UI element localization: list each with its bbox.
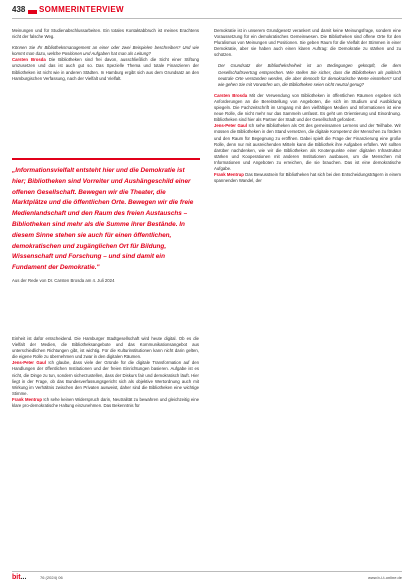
quote-rule xyxy=(12,158,200,160)
interview-answer: Carsten Brosda Mit der Verwendung von Bibliotheken in öffentlichen Räumen ergeben sich Anforderungen an die Bereitstellung von Angeboten, die sich im Studium und Ausbildung spiegeln. Die Fachzeitschrift im Umgang mit den vielfältigen Medien und Informationen ist eine neue Rolle, die nicht mehr nur das Sammeln umfasst. Es geht um Orientierung und Einordnung. Bibliotheken sind hier als Partner der Stadt und der Gesellschaft gefordert. xyxy=(214,92,402,123)
interview-question: Können Sie Ihr Bibliotheksmanagement an einer oder zwei Beispielen beschreiben? Und wie kommt man dazu, welche Positionen und Aufgaben hat man als Leitung? xyxy=(12,45,199,57)
interview-answer: Frank Mentrup Ich sehe keinen Widerspruch darin, Neutralität zu bewahren und gleichzeitig eine klare pro-demokratische Haltung einzunehmen. Das Bekenntnis für xyxy=(12,396,199,409)
paragraph: Einheit ist dafür entscheidend. Die Hamburger Stadtgesellschaft wird heute digital. Ob es die Vielfalt der Medien, die Bibliotheksangebote und das Kommunikationsangebot aus unterschiedlichen Richtungen gibt, ist wichtig. Für die Kulturinstitutionen kann nicht darin gelten, die eigene Rolle zu übernehmen und zwar in den digitalen Räumen. xyxy=(12,336,199,360)
speaker-name: Carsten Brosda xyxy=(12,57,46,63)
paragraph: Demokratie ist in unserem Grundgesetz verankert und damit keine Meinungsfrage, sondern eine Voraussetzung für ein demokratisches Gemeinwesen. Die Bibliotheken sind offene Orte für den Pluralismus von Meinungen und Positionen. Sie geben Raum für die Vielfalt der Stimmen in einer Demokratie, aber sie haben auch einen klaren Auftrag: die Demokratie zu stärken und zu schützen. xyxy=(214,28,401,58)
speaker-name: Frank Mentrup xyxy=(12,396,42,402)
section-title: SOMMERINTERVIEW xyxy=(39,5,124,14)
page-footer xyxy=(12,571,402,583)
paragraph: Meinungen und für Studienabschlussarbeiten. Ein totales Kontaktabbruch ist meines Erachtens nicht der falsche Weg. xyxy=(12,28,199,40)
page-header xyxy=(12,0,402,26)
speaker-name: Jens-Peter Gaul xyxy=(12,360,46,366)
interview-answer: Jens-Peter Gaul Ich sehe Bibliotheken als Ort des gemeinsamen Lernens und der Teilhabe. Wir müssen die Bibliotheken in den Stand versetzen, die digitale Kompetenz der Menschen zu fördern und den Raum für Begegnung zu eröffnen. Dabei spielt die Frage der Finanzierung eine große Rolle, denn nur mit ausreichenden Mitteln kann die Bibliothek ihre Aufgaben erfüllen. Wir sollten darüber nachdenken, wie wir die Bibliotheken als Knotenpunkte einer digitalen Infrastruktur stärken und Kooperationen mit anderen Institutionen ausbauen, um die Menschen mit Informationen und Angeboten zu erreichen, die sie brauchen. Das ist eine demokratische Aufgabe. xyxy=(214,123,401,171)
quote-text: „Informationsvielfalt entsteht hier und die Demokratie ist hier; Bibliotheken sind Vorreiter und Aushängeschild einer offenen Gesellschaft. Bewegen wir die Theater, die Marktplätze und die öffentlichen Orte. Bewegen wir die freie Medienlandschaft und den Raum des freien Austauschs – Bibliotheken sind mehr als die Summe ihrer Bestände. In diesem Sinne stehen sie auch für einen öffentlichen, demokratischen und zugänglichen Ort für Bildung, Wissenschaft und Forschung – und sind damit ein Fundament der Demokratie." xyxy=(12,167,194,272)
interview-question: Der Grundsatz der Bibliotheksfreiheit ist an Bedingungen geknüpft, die dem Gesellschaftsvertrag entsprechen. Wie stellen Sie sicher, dass die Bibliotheken als politisch neutrale Orte verstanden werden, die aber dennoch für demokratische Werte einstehen? Und wie gehen Sie mit Vorwürfen um, die Bibliotheken seien nicht neutral genug? xyxy=(218,63,401,87)
left-column-top xyxy=(12,28,199,82)
speaker-name: Carsten Brosda xyxy=(214,92,248,98)
journal-url: www.b-i-t-online.de xyxy=(367,575,402,580)
left-column-bottom xyxy=(12,336,199,409)
interview-answer: Carsten Brosda Die Bibliotheken sind frei davon, ausschließlich die Sicht einer Stiftung umzusetzen und das ist auch gut so. Das Spezielle Thema und totale Finanzieren der Bibliotheken ist nicht wie in anderen Städten. In Hamburg ergibt sich aus dem Grundsatz an den Hamburgischen Verfassung, nach der Vielfalt und Vielfalt. xyxy=(12,57,199,81)
page-number: 438 xyxy=(12,5,26,14)
header-rule xyxy=(12,18,402,19)
pull-quote xyxy=(12,158,200,283)
section-marker-bar xyxy=(28,10,37,14)
journal-logo: bit... xyxy=(12,574,27,581)
interview-answer: Jens-Peter Gaul Ich glaube, dass viele der Gründe für die digitale Transformation auf den Handlungen der öffentlichen Institutionen und der freien Einrichtungen basieren. Aufgabe ist es nicht, die Dinge zu tun, sondern sicherzustellen, dass der Diskurs fair und demokratisch läuft. Hier liegt in der Frage, ob das Bundesverfassungsgericht sich als objektive Wertordnung auch mit Wirkung im Verhältnis zwischen den Privaten ausweist, daher sind die Bibliotheken eine wichtige Stimme. xyxy=(12,360,199,396)
quote-source: Aus der Rede von Dr. Carsten Brosda am 4. Juli 2024 xyxy=(12,277,115,283)
issue-citation: 76 (2024) 06 xyxy=(40,575,63,580)
interview-answer: Frank Mentrup Das Bewusstsein für Bibliotheken hat sich bei den Entscheidungsträgern in einem spannenden Wandel, der xyxy=(214,172,401,184)
right-column xyxy=(214,28,401,184)
speaker-name: Jens-Peter Gaul xyxy=(214,123,247,129)
speaker-name: Frank Mentrup xyxy=(214,172,244,178)
footer-rule xyxy=(12,571,402,572)
